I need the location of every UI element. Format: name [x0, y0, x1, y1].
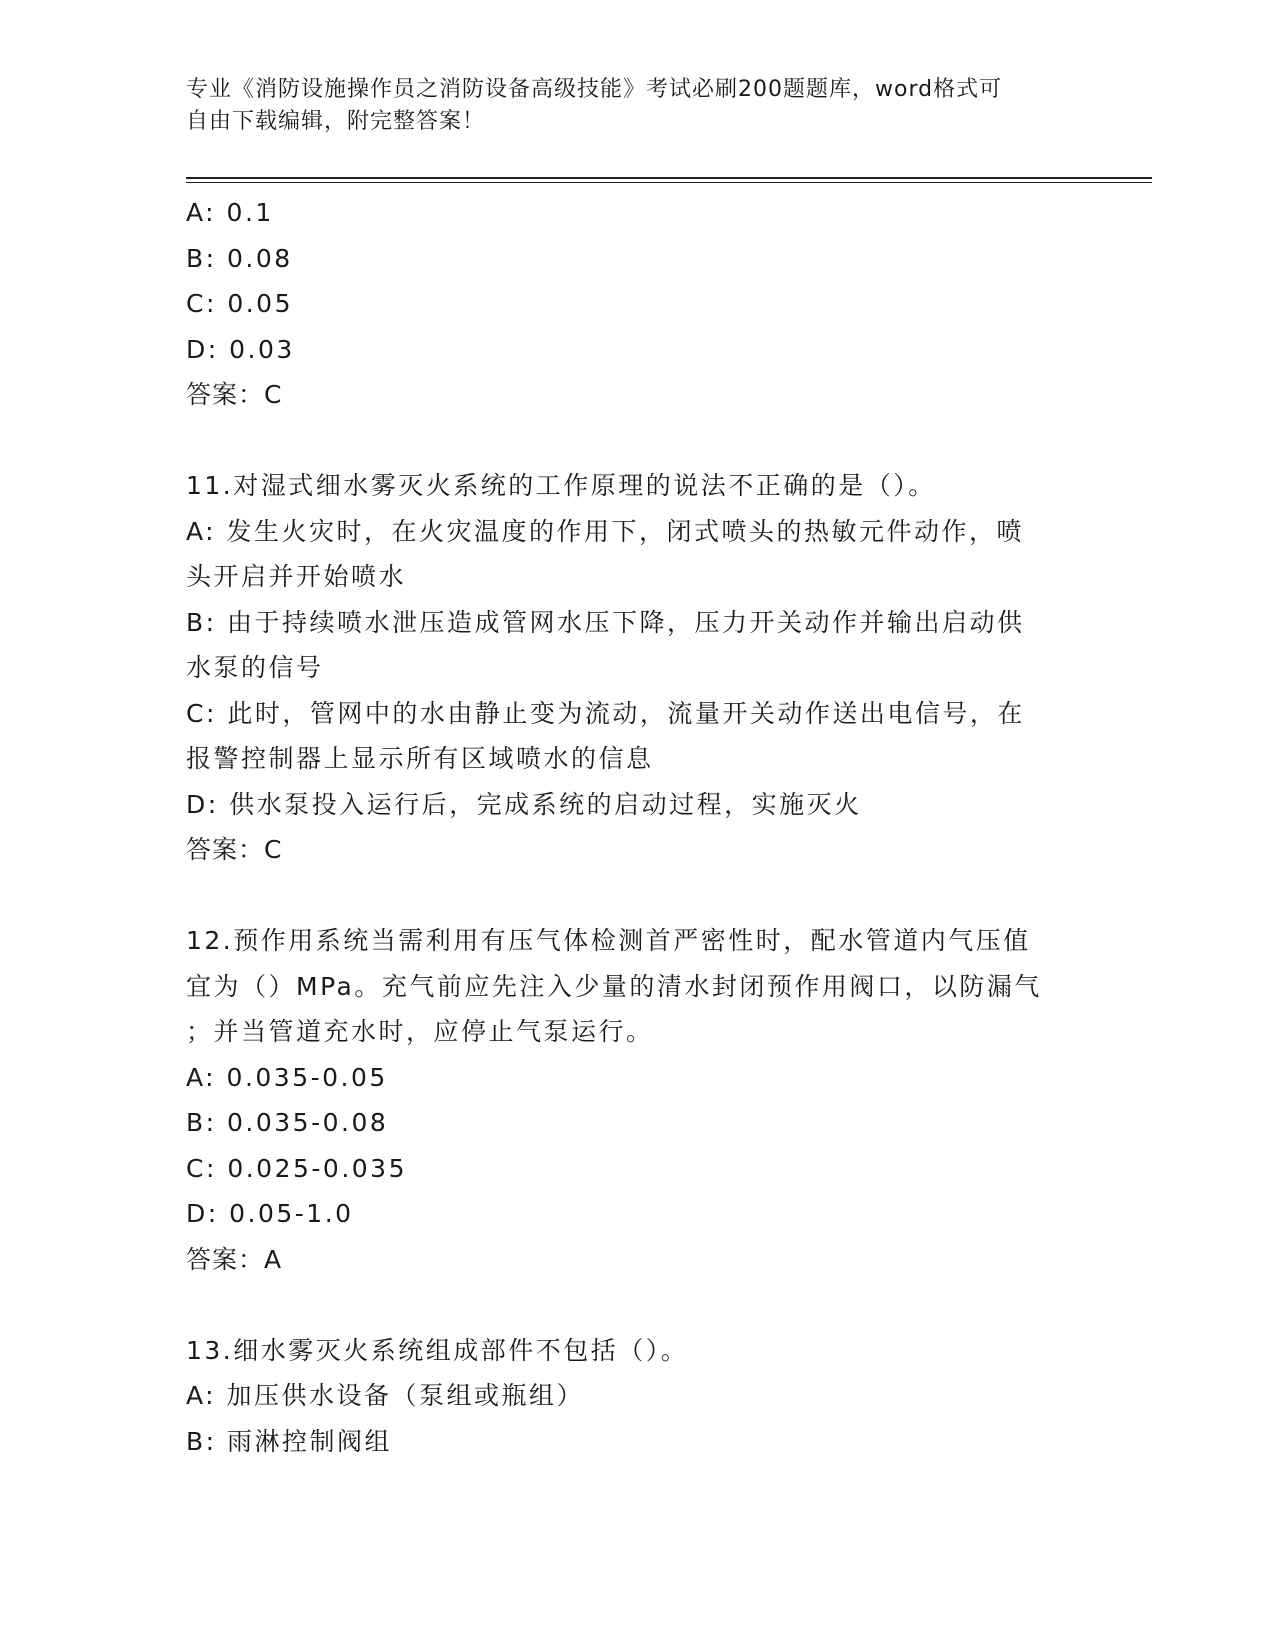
option-a: A: 0.035-0.05: [186, 1062, 388, 1092]
option-b-line-2: 水泵的信号: [186, 653, 324, 682]
spacer: [186, 873, 1086, 919]
option-c: C: 0.05: [186, 289, 293, 318]
header-line-1: 专业《消防设施操作员之消防设备高级技能》考试必刷200题题库，word格式可: [186, 77, 1003, 102]
option-c: C: 0.025-0.035: [186, 1153, 407, 1183]
option-b: B: 0.035-0.08: [186, 1108, 389, 1137]
question-stem-line-3: ；并当管道充水时，应停止气泵运行。: [186, 1017, 654, 1046]
header-line-2: 自由下载编辑，附完整答案！: [186, 109, 486, 134]
option-a: A: 加压供水设备（泵组或瓶组）: [186, 1381, 585, 1410]
answer: 答案：C: [186, 835, 283, 864]
answer: 答案：C: [186, 380, 283, 409]
question-11: [186, 463, 1086, 873]
option-b: B: 0.08: [186, 243, 293, 273]
option-a-line-2: 头开启并开始喷水: [186, 562, 407, 591]
document-header: [186, 74, 1066, 138]
option-d: D: 0.05-1.0: [186, 1199, 354, 1228]
question-12: [186, 918, 1086, 1282]
option-a: A: 0.1: [186, 198, 274, 227]
spacer: [186, 418, 1086, 464]
question-13: [186, 1328, 1086, 1465]
question-10: [186, 190, 1086, 418]
question-stem-line-1: 12.预作用系统当需利用有压气体检测首严密性时，配水管道内气压值: [186, 926, 1031, 955]
option-d: D: 供水泵投入运行后，完成系统的启动过程，实施灭火: [186, 789, 862, 819]
option-a-line-1: A: 发生火灾时，在火灾温度的作用下，闭式喷头的热敏元件动作，喷: [186, 516, 1025, 546]
question-content: [186, 190, 1086, 1464]
option-c-line-2: 报警控制器上显示所有区域喷水的信息: [186, 744, 654, 773]
option-d: D: 0.03: [186, 334, 295, 364]
option-c-line-1: C: 此时，管网中的水由静止变为流动，流量开关动作送出电信号，在: [186, 698, 1025, 728]
spacer: [186, 1282, 1086, 1328]
option-b-line-1: B: 由于持续喷水泄压造成管网水压下降，压力开关动作并输出启动供: [186, 607, 1025, 637]
header-divider-thin: [186, 182, 1152, 183]
question-stem: 13.细水雾灭火系统组成部件不包括（）。: [186, 1335, 689, 1365]
question-stem: 11.对湿式细水雾灭火系统的工作原理的说法不正确的是（）。: [186, 471, 936, 500]
question-stem-line-2: 宜为（）MPa。充气前应先注入少量的清水封闭预作用阀口，以防漏气: [186, 971, 1042, 1001]
answer: 答案：A: [186, 1244, 283, 1274]
header-divider-thick: [186, 177, 1152, 179]
option-b: B: 雨淋控制阀组: [186, 1426, 393, 1456]
